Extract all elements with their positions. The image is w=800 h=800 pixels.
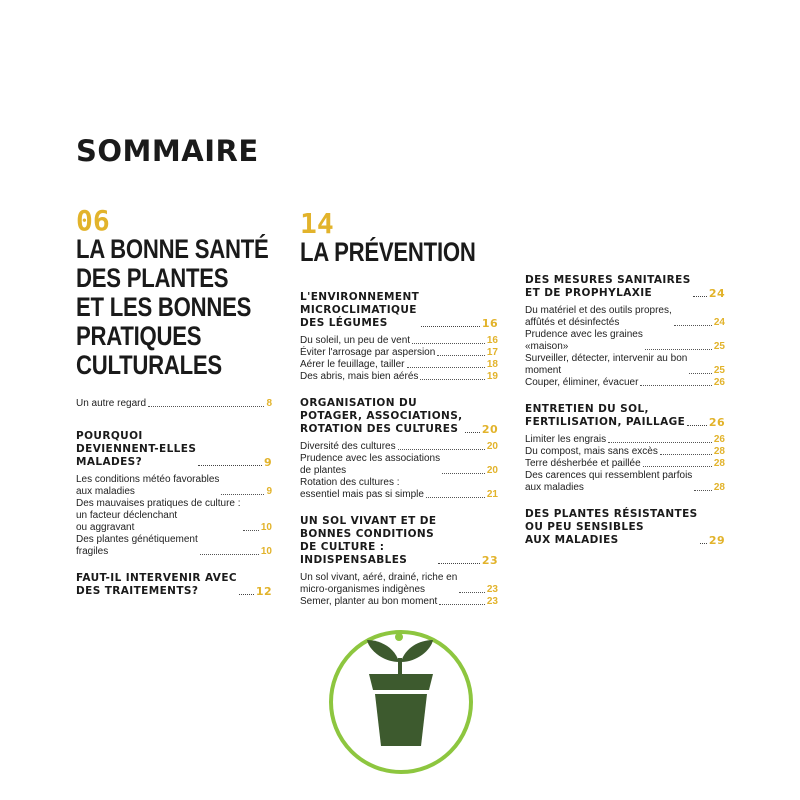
toc-entry-text: Prudence avec les associations de plantes (300, 453, 441, 476)
toc-page-number: 21 (486, 489, 498, 500)
toc-section (76, 572, 272, 598)
toc-page-number: 17 (486, 347, 498, 358)
toc-page-number: 23 (486, 596, 498, 607)
toc-section-heading[interactable] (300, 291, 498, 330)
toc-entry[interactable] (525, 377, 725, 389)
chapter-column-2 (300, 207, 498, 622)
leader-dots (660, 454, 712, 455)
leader-dots (438, 563, 479, 564)
leader-dots (420, 379, 484, 380)
toc-entry[interactable] (76, 474, 272, 498)
toc-entry[interactable] (300, 359, 498, 371)
toc-entry[interactable] (76, 498, 272, 534)
toc-section (76, 430, 272, 558)
toc-page-number: 20 (486, 465, 498, 476)
toc-page-number: 26 (708, 416, 725, 429)
toc-section-heading[interactable] (300, 397, 498, 436)
leader-dots (459, 592, 485, 593)
toc-entry-text: Des carences qui ressemblent parfois aux maladies (525, 470, 693, 493)
leader-dots (687, 425, 707, 426)
toc-entry-text: Prudence avec les graines «maison» (525, 329, 643, 352)
logo-seed-dot (395, 633, 403, 641)
leader-dots (689, 373, 712, 374)
toc-page-number: 9 (266, 486, 272, 497)
toc-entry-text: Des abris, mais bien aérés (300, 371, 419, 382)
leader-dots (643, 466, 712, 467)
toc-entry-text: Limiter les engrais (525, 434, 607, 445)
toc-entry[interactable] (300, 596, 498, 608)
toc-entry-text: Aérer le feuillage, tailler (300, 359, 405, 370)
leader-dots (645, 349, 712, 350)
toc-entry[interactable] (525, 329, 725, 353)
leader-dots (693, 296, 707, 297)
toc-page-number: 23 (486, 584, 498, 595)
toc-section-title: L'ENVIRONNEMENT MICROCLIMATIQUE DES LÉGUMES (300, 291, 420, 329)
toc-page-number: 24 (708, 287, 725, 300)
leader-dots (407, 367, 485, 368)
potted-plant-icon (327, 628, 475, 776)
toc-page-number: 9 (263, 456, 272, 469)
toc-page-number: 16 (486, 335, 498, 346)
leader-dots (148, 406, 264, 407)
toc-entry-text: Surveiller, détecter, intervenir au bon moment (525, 353, 688, 376)
leader-dots (221, 494, 264, 495)
page-title: SOMMAIRE (76, 134, 259, 168)
leader-dots (412, 343, 485, 344)
toc-entry[interactable] (525, 305, 725, 329)
toc-section-heading[interactable] (525, 403, 725, 429)
toc-page-number: 12 (255, 585, 272, 598)
toc-entry[interactable] (76, 534, 272, 558)
toc-page-number: 26 (713, 434, 725, 445)
toc-page-number: 20 (486, 441, 498, 452)
leader-dots (198, 465, 262, 466)
toc-entry-text: Un autre regard (76, 398, 147, 409)
toc-entry[interactable] (300, 371, 498, 383)
toc-entry[interactable] (525, 458, 725, 470)
chapter-column-1 (76, 204, 272, 612)
toc-section (525, 403, 725, 494)
logo-stem (398, 658, 402, 674)
toc-entry-text: Des plantes génétiquement fragiles (76, 534, 198, 557)
chapter-number: 14 (300, 207, 334, 240)
toc-entry[interactable] (300, 572, 498, 596)
toc-entry[interactable] (300, 441, 498, 453)
toc-section (300, 397, 498, 501)
toc-entry[interactable] (76, 398, 272, 410)
leader-dots (437, 355, 485, 356)
toc-entry-text: Terre désherbée et paillée (525, 458, 641, 469)
leader-dots (239, 594, 254, 595)
leader-dots (700, 543, 707, 544)
toc-page-number: 28 (713, 482, 725, 493)
toc-page-number: 24 (713, 317, 725, 328)
toc-entry-text: Du matériel et des outils propres, affûtés et désinfectés (525, 305, 672, 328)
toc-section-title: ENTRETIEN DU SOL, FERTILISATION, PAILLAGE (525, 403, 686, 428)
leader-dots (243, 530, 259, 531)
leader-dots (465, 432, 480, 433)
logo-pot-body (375, 694, 427, 746)
toc-section (300, 515, 498, 608)
toc-page-number: 23 (481, 554, 498, 567)
toc-page-number: 29 (708, 534, 725, 547)
toc-entry-text: Diversité des cultures (300, 441, 396, 452)
toc-entry[interactable] (300, 335, 498, 347)
toc-entry-text: Du compost, mais sans excès (525, 446, 658, 457)
toc-page-number: 8 (266, 398, 272, 409)
toc-entry-text: Couper, éliminer, évacuer (525, 377, 639, 388)
toc-page-number: 20 (481, 423, 498, 436)
toc-entry[interactable] (525, 446, 725, 458)
toc-section-heading[interactable] (76, 430, 272, 469)
chapter-title: LA BONNE SANTÉ DES PLANTES ET LES BONNES PRATIQUES CULTURALES (76, 234, 269, 380)
leader-dots (608, 442, 712, 443)
toc-section-title: DES MESURES SANITAIRES ET DE PROPHYLAXIE (525, 274, 691, 299)
leader-dots (694, 490, 712, 491)
toc-section-heading[interactable] (300, 515, 498, 567)
toc-entry-text: Éviter l'arrosage par aspersion (300, 347, 436, 358)
chapter-column-3 (525, 274, 725, 561)
toc-page-number: 16 (481, 317, 498, 330)
toc-entry[interactable] (300, 453, 498, 477)
toc-section-heading[interactable] (76, 572, 272, 598)
leader-dots (421, 326, 480, 327)
toc-section-title: POURQUOI DEVIENNENT-ELLES MALADES? (76, 430, 197, 468)
toc-page-number: 18 (486, 359, 498, 370)
toc-page-number: 25 (713, 365, 725, 376)
toc-entry[interactable] (300, 347, 498, 359)
toc-page-number: 28 (713, 446, 725, 457)
toc-section-title: FAUT-IL INTERVENIR AVEC DES TRAITEMENTS? (76, 572, 237, 597)
toc-entry-text: Des mauvaises pratiques de culture : un facteur déclenchant ou aggravant (76, 498, 241, 533)
logo-leaf-left (367, 640, 399, 662)
chapter-number: 06 (76, 204, 110, 237)
chapter-title: LA PRÉVENTION (300, 237, 476, 267)
toc-section-heading[interactable] (525, 274, 725, 300)
leader-dots (398, 449, 485, 450)
leader-dots (426, 497, 485, 498)
toc-page-number: 19 (486, 371, 498, 382)
toc-section-heading[interactable] (525, 508, 725, 547)
toc-page-number: 25 (713, 341, 725, 352)
toc-entry-text: Semer, planter au bon moment (300, 596, 438, 607)
toc-section-title: UN SOL VIVANT ET DE BONNES CONDITIONS DE CULTURE : INDISPENSABLES (300, 515, 437, 566)
toc-page-number: 10 (260, 522, 272, 533)
toc-entry[interactable] (525, 434, 725, 446)
leader-dots (442, 473, 485, 474)
leader-dots (439, 604, 485, 605)
toc-entry-text: Un sol vivant, aéré, drainé, riche en micro-organismes indigènes (300, 572, 458, 595)
toc-entry[interactable] (525, 470, 725, 494)
toc-entry-text: Les conditions météo favorables aux maladies (76, 474, 220, 497)
toc-section-title: ORGANISATION DU POTAGER, ASSOCIATIONS, ROTATION DES CULTURES (300, 397, 463, 435)
toc-section (525, 274, 725, 389)
toc-section-title: DES PLANTES RÉSISTANTES OU PEU SENSIBLES AUX MALADIES (525, 508, 698, 546)
toc-page-number: 10 (260, 546, 272, 557)
leader-dots (640, 385, 711, 386)
toc-page-number: 26 (713, 377, 725, 388)
toc-entry[interactable] (300, 477, 498, 501)
toc-page-number: 28 (713, 458, 725, 469)
toc-entry[interactable] (525, 353, 725, 377)
leader-dots (674, 325, 712, 326)
toc-entry-text: Du soleil, un peu de vent (300, 335, 411, 346)
toc-entry-text: Rotation des cultures : essentiel mais pas si simple (300, 477, 424, 500)
toc-section (300, 291, 498, 383)
logo-pot-rim (369, 674, 433, 690)
leader-dots (200, 554, 259, 555)
toc-section (525, 508, 725, 547)
logo-leaf-right (401, 640, 433, 662)
